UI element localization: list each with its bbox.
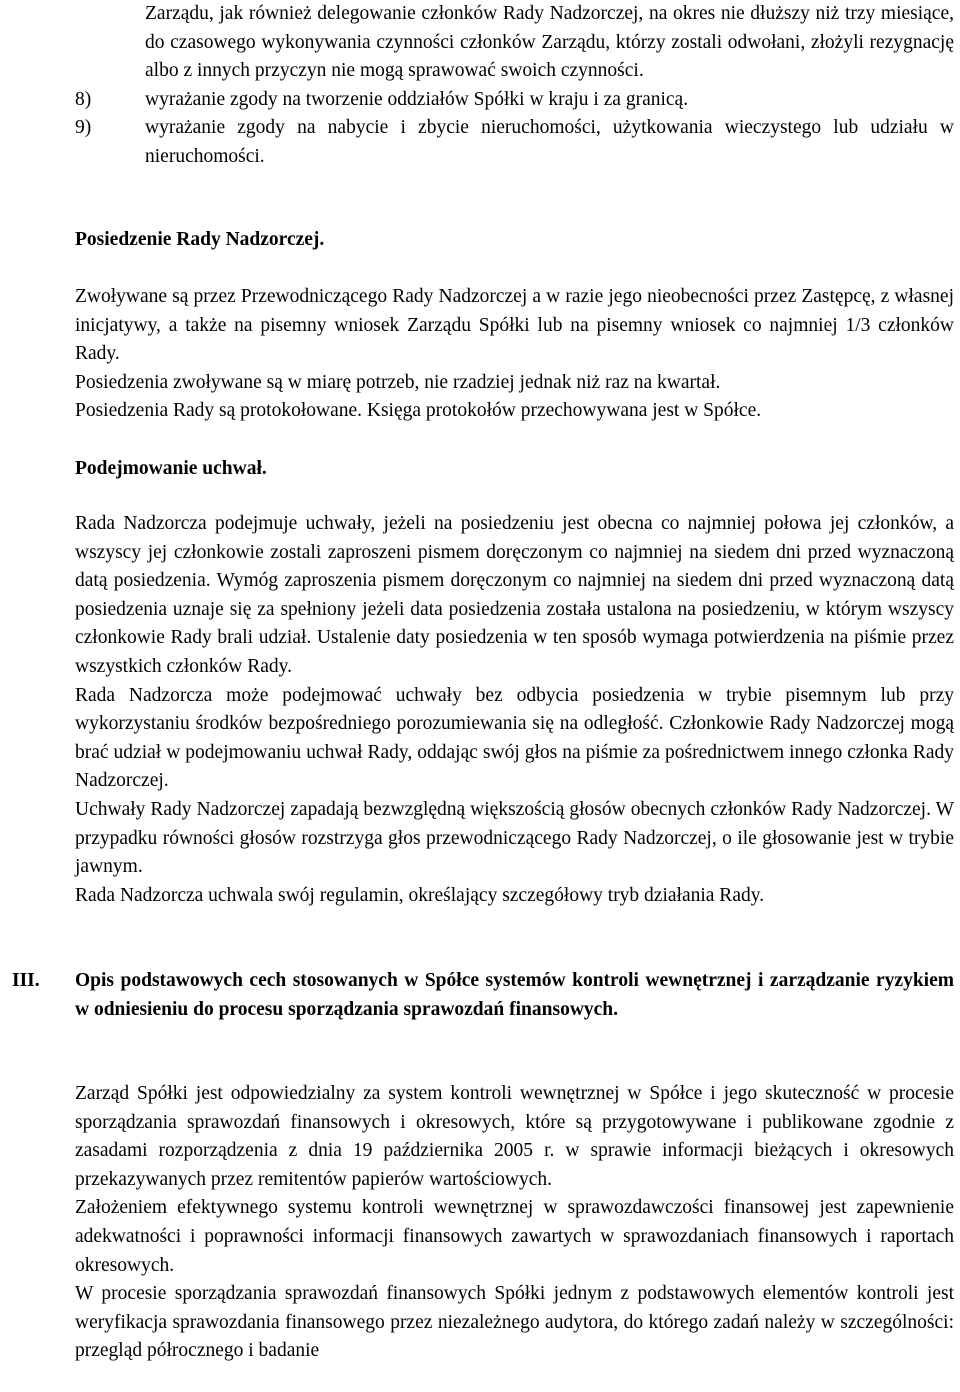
heading-section-iii: Opis podstawowych cech stosowanych w Spółce systemów kontroli wewnętrznej i zarządzanie ryzykiem w odniesieniu do procesu sporządzania sprawozdań finansowych. xyxy=(75,970,954,1020)
intro-block xyxy=(75,0,954,172)
intro-paragraph: Zarządu, jak również delegowanie członków Rady Nadzorczej, na okres nie dłuższy niż trzy miesiące, do czasowego wykonywania czynności członków Zarządu, którzy zostali odwołani, złożyli rezygnację albo z innych przyczyn nie mogą sprawować swoich czynności. xyxy=(145,3,954,82)
list-item-8 xyxy=(75,86,954,115)
paragraph: Posiedzenia Rady są protokołowane. Księga protokołów przechowywana jest w Spółce. xyxy=(75,400,762,422)
heading-uchwaly: Podejmowanie uchwał. xyxy=(75,458,267,479)
list-text: wyrażanie zgody na tworzenie oddziałów Spółki w kraju i za granicą. xyxy=(145,88,689,110)
paragraph: Rada Nadzorcza podejmuje uchwały, jeżeli na posiedzeniu jest obecna co najmniej połowa jej członków, a wszyscy jej członkowie zostali zaproszeni pismem doręczonym co najmniej na siedem dni przed wyznaczoną datą posiedzenia. Wymóg zaproszenia pismem doręczonym co najmniej na siedem dni przed wyznaczoną datą posiedzenia uznaje się za spełniony jeżeli data posiedzenia została ustalona na posiedzeniu, w którym wszyscy członkowie Rady brali udział. Ustalenie daty posiedzenia w ten sposób wymaga potwierdzenia na piśmie przez wszystkich członków Rady. xyxy=(75,513,954,677)
paragraph: Zarząd Spółki jest odpowiedzialny za system kontroli wewnętrznej w Spółce i jego skuteczność w procesie sporządzania sprawozdań finansowych i okresowych, które są przygotowywane i publikowane zgodnie z zasadami rozporządzenia z dnia 19 października 2005 r. w sprawie informacji bieżących i okresowych przekazywanych przez remitentów papierów wartościowych. xyxy=(75,1083,954,1190)
paragraph: Założeniem efektywnego systemu kontroli wewnętrznej w sprawozdawczości finansowej jest zapewnienie adekwatności i poprawności informacji finansowych zawartych w sprawozdaniach finansowych i raportach okresowych. xyxy=(75,1197,954,1276)
paragraph: Posiedzenia zwoływane są w miarę potrzeb, nie rzadziej jednak niż raz na kwartał. xyxy=(75,371,721,393)
list-number: 9) xyxy=(75,117,92,139)
paragraph: Uchwały Rady Nadzorczej zapadają bezwzględną większością głosów obecnych członków Rady Nadzorczej. W przypadku równości głosów rozstrzyga głos przewodniczącego Rady Nadzorczej, o ile głosowanie jest w trybie jawnym. xyxy=(75,798,954,878)
uchwaly-body xyxy=(75,510,954,910)
section-iii-body xyxy=(75,1080,954,1366)
list-item-9 xyxy=(75,114,954,171)
list-number: 8) xyxy=(75,88,92,110)
paragraph: Zwoływane są przez Przewodniczącego Rady Nadzorczej a w razie jego nieobecności przez Zastępcę, z własnej inicjatywy, a także na pisemny wniosek Zarządu Spółki lub na pisemny wniosek co najmniej 1/3 członków Rady. xyxy=(75,286,954,365)
paragraph: Rada Nadzorcza uchwala swój regulamin, określający szczegółowy tryb działania Rady. xyxy=(75,884,765,906)
paragraph: W procesie sporządzania sprawozdań finansowych Spółki jednym z podstawowych elementów kontroli jest weryfikacja sprawozdania finansowego przez niezależnego audytora, do którego zadań należy w szczególności: przegląd półrocznego i badanie xyxy=(75,1283,954,1362)
section-number: III. xyxy=(12,970,40,991)
paragraph: Rada Nadzorcza może podejmować uchwały bez odbycia posiedzenia w trybie pisemnym lub przy wykorzystaniu środków bezpośredniego porozumiewania się na odległość. Członkowie Rady Nadzorczej mogą brać udział w podejmowaniu uchwał Rady, oddając swój głos na piśmie za pośrednictwem innego członka Rady Nadzorczej. xyxy=(75,684,954,792)
list-text: wyrażanie zgody na nabycie i zbycie nieruchomości, użytkowania wieczystego lub udziału w nieruchomości. xyxy=(145,117,954,167)
heading-posiedzenie: Posiedzenie Rady Nadzorczej. xyxy=(75,229,325,250)
posiedzenie-body xyxy=(75,283,954,426)
